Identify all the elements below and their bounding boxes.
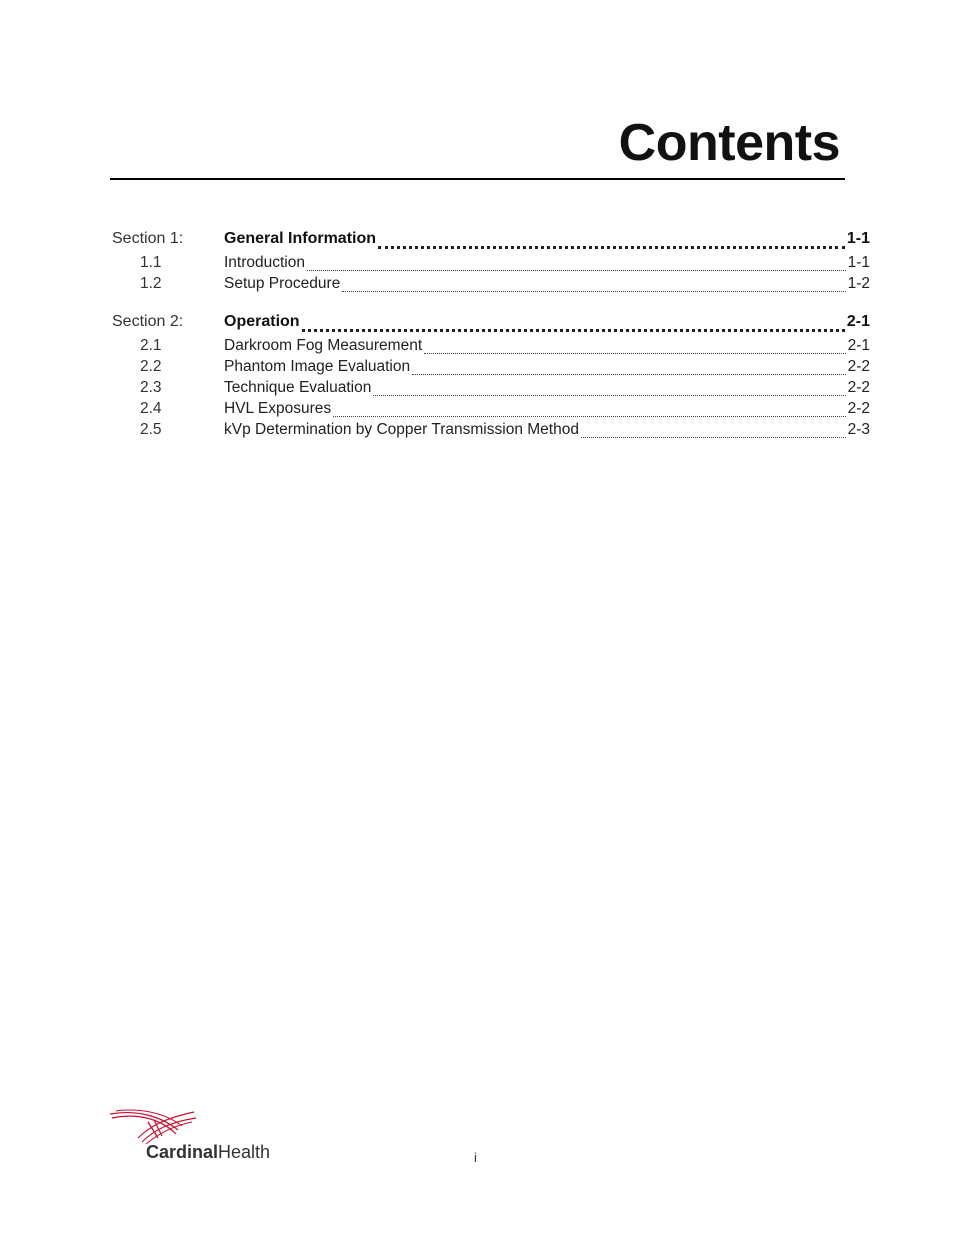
toc-leader <box>424 349 845 354</box>
toc-item-row[interactable] <box>112 421 870 442</box>
toc-leader <box>307 266 846 271</box>
toc-page-number[interactable]: 2-3 <box>847 421 870 438</box>
toc-item-title[interactable]: Introduction <box>224 254 305 271</box>
toc-item-title[interactable]: Darkroom Fog Measurement <box>224 337 423 354</box>
toc-item-number: 2.3 <box>140 379 162 396</box>
toc-item-title[interactable]: Phantom Image Evaluation <box>224 358 411 375</box>
toc-item-row[interactable] <box>112 337 870 358</box>
toc-leader <box>373 391 845 396</box>
cardinal-health-logo <box>108 1108 271 1168</box>
toc-item-number: 1.1 <box>140 254 162 271</box>
toc-page-number[interactable]: 2-1 <box>847 337 870 354</box>
toc-leader <box>378 242 845 249</box>
toc-item-number: 2.5 <box>140 421 162 438</box>
toc-page-number[interactable]: 1-1 <box>846 230 870 247</box>
toc-leader <box>342 287 845 292</box>
toc-section-title[interactable]: Operation <box>224 313 300 330</box>
toc-item-row[interactable] <box>112 379 870 400</box>
toc-leader <box>412 370 845 375</box>
toc-item-row[interactable] <box>112 400 870 421</box>
toc-page-number[interactable]: 2-2 <box>847 400 870 417</box>
toc-section-title[interactable]: General Information <box>224 230 377 247</box>
toc-item-title[interactable]: kVp Determination by Copper Transmission Method <box>224 421 579 438</box>
toc-leader <box>581 433 846 438</box>
toc-section-row[interactable] <box>112 230 870 254</box>
toc-section-label: Section 1: <box>112 230 184 247</box>
toc-item-number: 2.2 <box>140 358 162 375</box>
toc-leader <box>302 325 845 332</box>
table-of-contents <box>112 230 870 442</box>
toc-page-number[interactable]: 2-1 <box>846 313 870 330</box>
toc-item-title[interactable]: HVL Exposures <box>224 400 332 417</box>
title-rule <box>110 178 845 180</box>
toc-item-title[interactable]: Setup Procedure <box>224 275 341 292</box>
toc-page-number[interactable]: 2-2 <box>847 358 870 375</box>
toc-item-row[interactable] <box>112 275 870 296</box>
toc-section-label: Section 2: <box>112 313 184 330</box>
toc-item-number: 2.1 <box>140 337 162 354</box>
page-number: i <box>474 1150 477 1165</box>
toc-section-row[interactable] <box>112 313 870 337</box>
page-title: Contents <box>618 114 840 172</box>
toc-page-number[interactable]: 1-2 <box>847 275 870 292</box>
toc-item-number: 2.4 <box>140 400 162 417</box>
toc-item-number: 1.2 <box>140 275 162 292</box>
toc-leader <box>333 412 845 417</box>
toc-item-title[interactable]: Technique Evaluation <box>224 379 372 396</box>
toc-item-row[interactable] <box>112 358 870 379</box>
toc-page-number[interactable]: 2-2 <box>847 379 870 396</box>
toc-item-row[interactable] <box>112 254 870 275</box>
toc-page-number[interactable]: 1-1 <box>847 254 870 271</box>
brand-name: CardinalHealth <box>146 1142 271 1162</box>
